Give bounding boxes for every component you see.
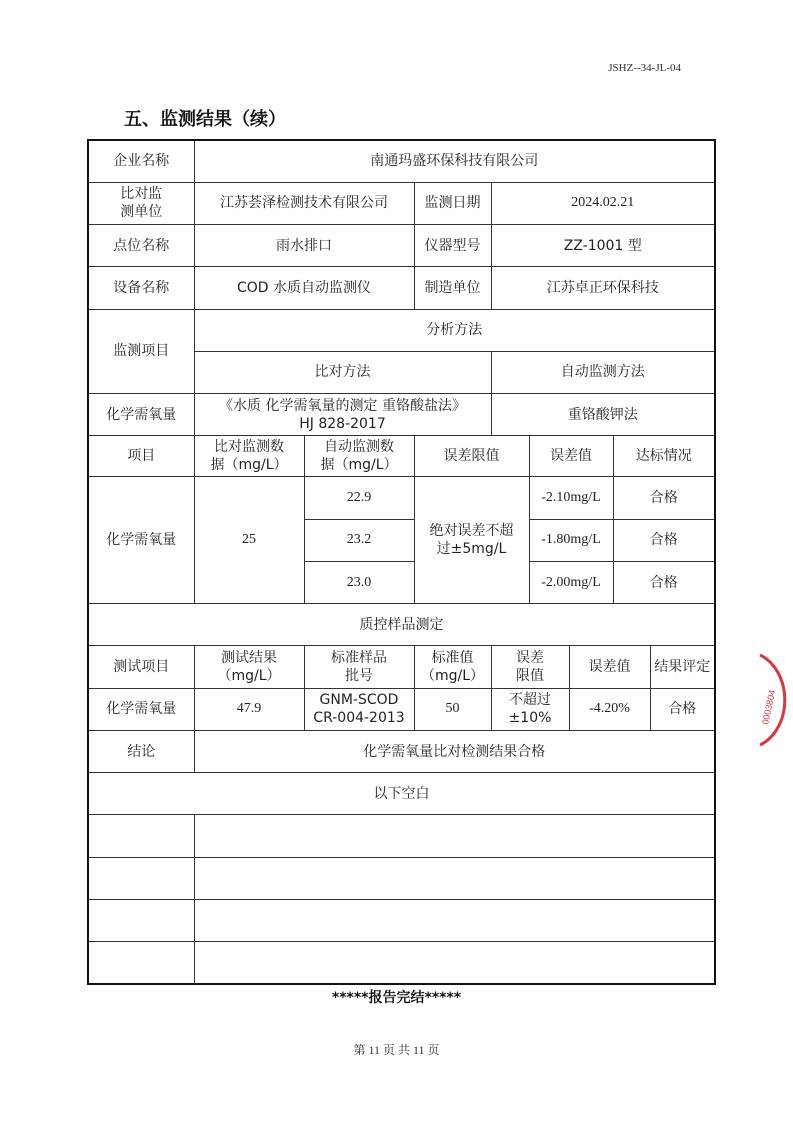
red-seal-stamp	[748, 650, 793, 750]
point-label: 点位名称	[88, 225, 194, 267]
compare-method-value: 《水质 化学需氧量的测定 重铬酸盐法》 HJ 828-2017	[194, 394, 491, 436]
qc-result: 47.9	[194, 688, 304, 730]
results-status: 合格	[613, 519, 715, 561]
qc-limit: 不超过 ±10%	[491, 688, 569, 730]
results-header-error: 误差值	[529, 436, 613, 477]
monitor-item-label: 监测项目	[88, 309, 194, 394]
maker-value: 江苏卓正环保科技	[491, 267, 715, 309]
qc-title-row	[88, 604, 715, 646]
results-error-value: -1.80mg/L	[529, 519, 613, 561]
qc-sample: GNM-SCOD CR-004-2013	[304, 688, 414, 730]
qc-header-eval: 结果评定	[650, 646, 715, 688]
method-item: 化学需氧量	[88, 394, 194, 436]
monitoring-results-table	[87, 139, 716, 985]
results-auto-value: 23.2	[304, 519, 414, 561]
empty-row	[88, 942, 715, 984]
instrument-value: ZZ-1001 型	[491, 225, 715, 267]
method-value-row	[88, 394, 715, 436]
qc-header-result: 测试结果 （mg/L）	[194, 646, 304, 688]
empty-row	[88, 815, 715, 857]
results-auto-value: 22.9	[304, 477, 414, 519]
report-end-mark: *****报告完结*****	[331, 990, 462, 1006]
conclusion-row	[88, 730, 715, 772]
qc-value-row	[88, 688, 715, 730]
results-auto-value: 23.0	[304, 561, 414, 603]
results-item: 化学需氧量	[88, 477, 194, 604]
qc-header-std: 标准值 （mg/L）	[414, 646, 491, 688]
analysis-method-label: 分析方法	[194, 309, 715, 351]
page-number: 第 11 页 共 11 页	[353, 1043, 440, 1057]
instrument-label: 仪器型号	[414, 225, 491, 267]
results-header-limit: 误差限值	[414, 436, 529, 477]
compare-unit-row	[88, 182, 715, 224]
results-status: 合格	[613, 561, 715, 603]
qc-error: -4.20%	[569, 688, 650, 730]
qc-item: 化学需氧量	[88, 688, 194, 730]
qc-header-row	[88, 646, 715, 688]
blank-note: 以下空白	[88, 773, 715, 815]
seal-number: 0003804	[760, 689, 778, 726]
results-header-auto: 自动监测数 据（mg/L）	[304, 436, 414, 477]
empty-row	[88, 857, 715, 899]
results-header-status: 达标情况	[613, 436, 715, 477]
qc-header-sample: 标准样品 批号	[304, 646, 414, 688]
section-title: 五、监测结果（续）	[124, 109, 286, 130]
auto-method-label: 自动监测方法	[491, 351, 715, 393]
empty-row	[88, 899, 715, 941]
result-row	[88, 477, 715, 519]
point-value: 雨水排口	[194, 225, 414, 267]
maker-label: 制造单位	[414, 267, 491, 309]
qc-eval: 合格	[650, 688, 715, 730]
method-header-row	[88, 309, 715, 351]
point-row	[88, 225, 715, 267]
device-row	[88, 267, 715, 309]
auto-method-value: 重铬酸钾法	[491, 394, 715, 436]
document-code: JSHZ--34-JL-04	[608, 62, 681, 74]
results-header-row	[88, 436, 715, 477]
monitor-date-label: 监测日期	[414, 182, 491, 224]
results-header-item: 项目	[88, 436, 194, 477]
company-label: 企业名称	[88, 140, 194, 182]
monitor-date-value: 2024.02.21	[491, 182, 715, 224]
results-error-value: -2.10mg/L	[529, 477, 613, 519]
company-value: 南通玛盛环保科技有限公司	[194, 140, 715, 182]
qc-header-limit: 误差 限值	[491, 646, 569, 688]
qc-title: 质控样品测定	[88, 604, 715, 646]
compare-unit-value: 江苏荟泽检测技术有限公司	[194, 182, 414, 224]
conclusion-label: 结论	[88, 730, 194, 772]
compare-method-label: 比对方法	[194, 351, 491, 393]
results-error-value: -2.00mg/L	[529, 561, 613, 603]
results-status: 合格	[613, 477, 715, 519]
device-value: COD 水质自动监测仪	[194, 267, 414, 309]
company-row	[88, 140, 715, 182]
results-compare-value: 25	[194, 477, 304, 604]
qc-std: 50	[414, 688, 491, 730]
results-limit: 绝对误差不超 过±5mg/L	[414, 477, 529, 604]
conclusion-value: 化学需氧量比对检测结果合格	[194, 730, 715, 772]
device-label: 设备名称	[88, 267, 194, 309]
qc-header-error: 误差值	[569, 646, 650, 688]
blank-note-row	[88, 773, 715, 815]
qc-header-item: 测试项目	[88, 646, 194, 688]
compare-unit-label: 比对监 测单位	[88, 182, 194, 224]
results-header-compare: 比对监测数 据（mg/L）	[194, 436, 304, 477]
